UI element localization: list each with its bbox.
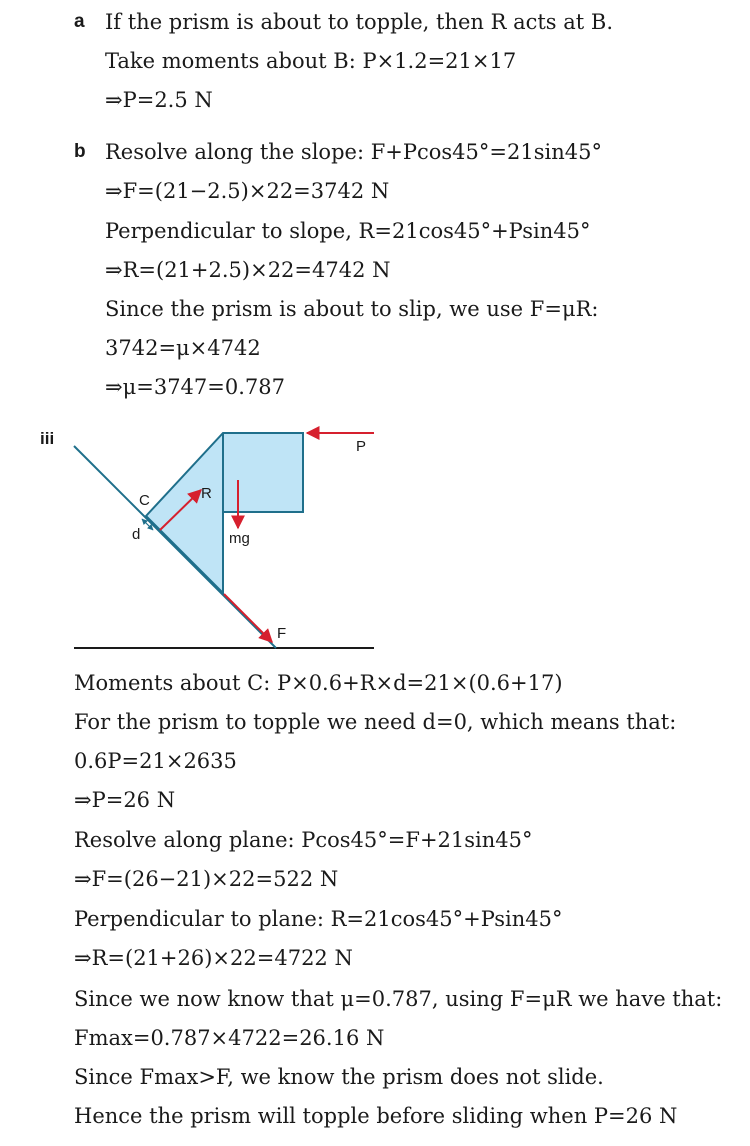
text-line: For the prism to topple we need d=0, which means that:: [74, 710, 677, 734]
text-line: Moments about C: P×0.6+R×d=21×(0.6+17): [74, 671, 563, 695]
text-line: Perpendicular to plane: R=21cos45°+Psin45°: [74, 907, 563, 931]
text-line: ⇒R=(21+26)×22=4722 N: [74, 946, 353, 970]
text-line: Hence the prism will topple before sliding when P=26 N: [74, 1104, 678, 1128]
text-line: ⇒P=26 N: [74, 788, 176, 812]
force-f-arrow: [224, 594, 272, 642]
text-line: 3742=μ×4742: [105, 336, 261, 360]
text-line: Resolve along the slope: F+Pcos45°=21sin45°: [105, 140, 602, 164]
text-line: Resolve along plane: Pcos45°=F+21sin45°: [74, 828, 533, 852]
text-line: If the prism is about to topple, then R acts at B.: [105, 10, 613, 34]
text-line: Since Fmax>F, we know the prism does not slide.: [74, 1065, 604, 1089]
part-a-marker: a: [74, 11, 85, 32]
text-line: ⇒F=(21−2.5)×22=3742 N: [105, 179, 390, 203]
text-line: ⇒P=2.5 N: [105, 88, 213, 112]
text-line: Since we now know that μ=0.787, using F=μR we have that:: [74, 987, 723, 1011]
text-line: Since the prism is about to slip, we use F=μR:: [105, 297, 599, 321]
text-line: ⇒F=(26−21)×22=522 N: [74, 867, 339, 891]
text-line: ⇒μ=3747=0.787: [105, 375, 285, 399]
part-iii-marker: iii: [40, 429, 55, 448]
label-mg: mg: [229, 530, 250, 547]
label-r: R: [201, 485, 212, 502]
prism-shape: [146, 433, 303, 593]
text-line: ⇒R=(21+2.5)×22=4742 N: [105, 258, 391, 282]
text-line: Take moments about B: P×1.2=21×17: [105, 49, 517, 73]
prism-diagram: [0, 420, 420, 655]
label-f: F: [277, 625, 287, 642]
label-p: P: [356, 438, 367, 455]
part-b-marker: b: [74, 141, 86, 162]
text-line: 0.6P=21×2635: [74, 749, 237, 773]
text-line: Fmax=0.787×4722=26.16 N: [74, 1026, 385, 1050]
text-line: Perpendicular to slope, R=21cos45°+Psin45°: [105, 219, 591, 243]
label-c: C: [139, 492, 150, 509]
label-d: d: [132, 526, 141, 543]
